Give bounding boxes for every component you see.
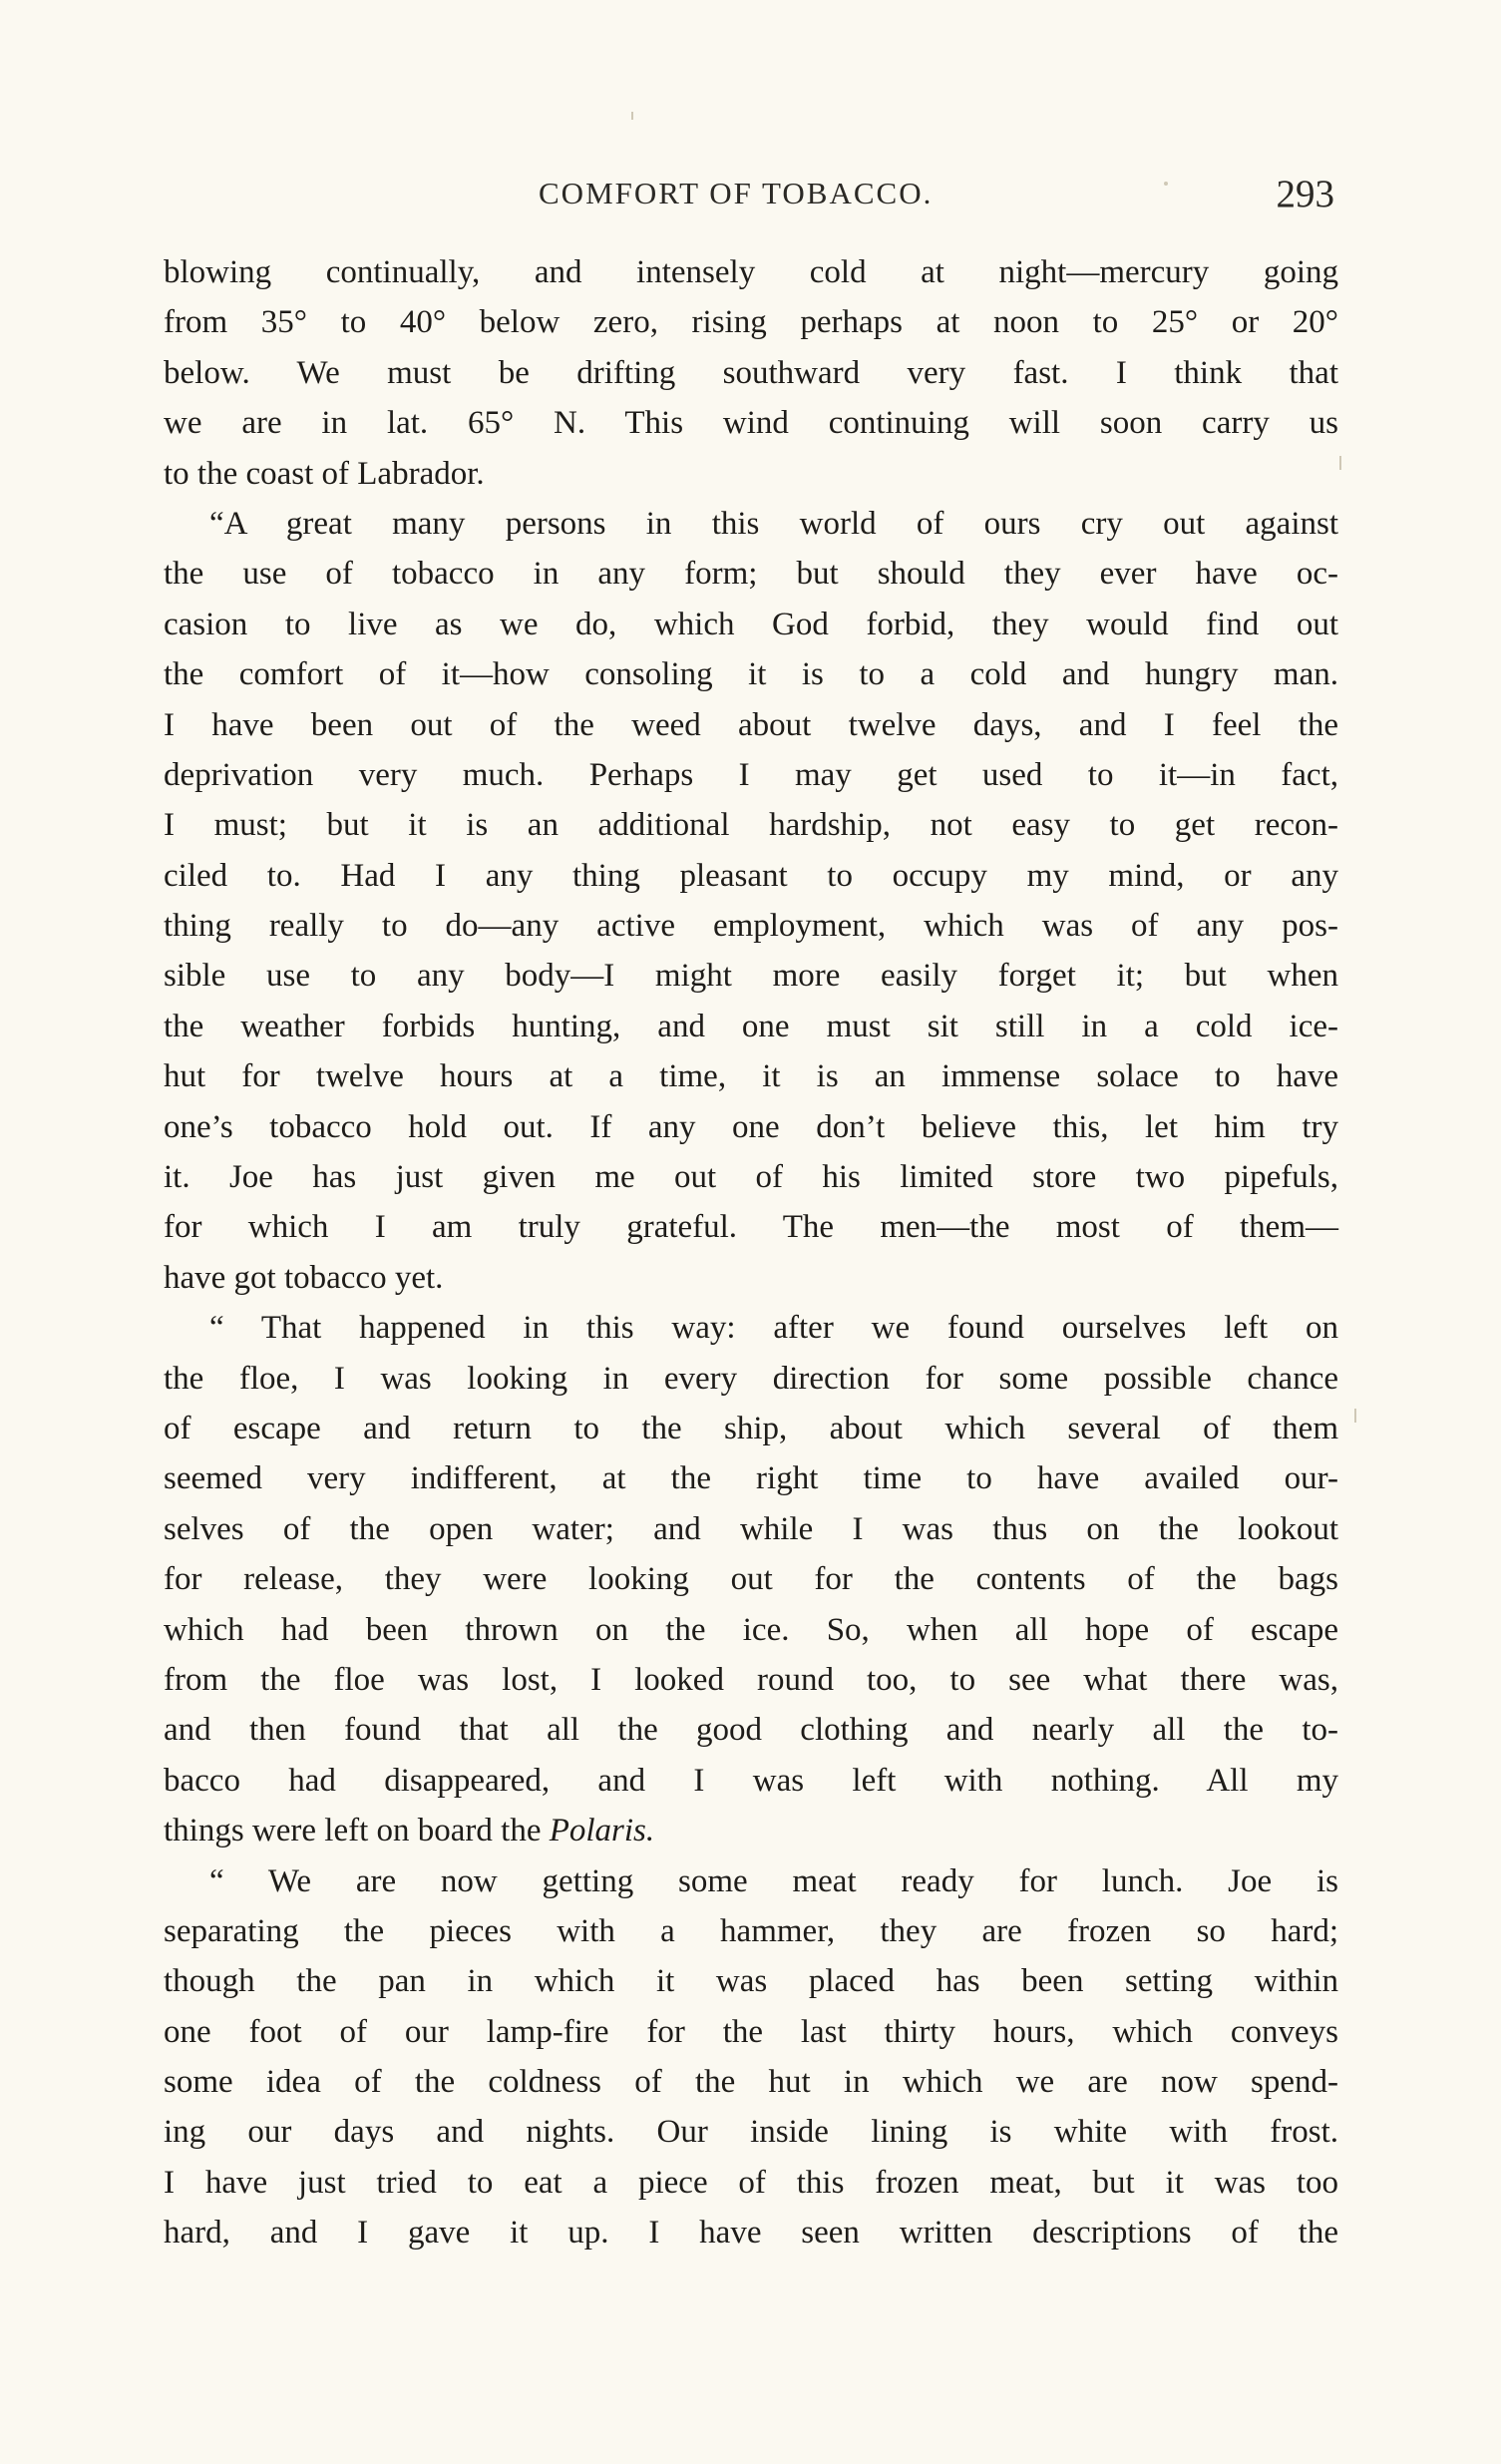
- text-line: for release, they were looking out for the contents of the bags: [164, 1561, 1338, 1598]
- text-line: blowing continually, and intensely cold at night—mercury going: [164, 254, 1338, 290]
- text-line: of escape and return to the ship, about which several of them: [164, 1410, 1338, 1446]
- text-line: the comfort of it—how consoling it is to a cold and hungry man.: [164, 656, 1338, 693]
- text-line: one foot of our lamp-fire for the last thirty hours, which conveys: [164, 2013, 1338, 2050]
- text-line: the weather forbids hunting, and one must sit still in a cold ice-: [164, 1008, 1338, 1044]
- page-header: [164, 168, 1338, 227]
- text-line: from 35° to 40° below zero, rising perhaps at noon to 25° or 20°: [164, 304, 1338, 341]
- text-line: “ That happened in this way: after we found ourselves left on: [209, 1310, 1338, 1347]
- text-line: the use of tobacco in any form; but should they ever have oc-: [164, 556, 1338, 593]
- text-line: separating the pieces with a hammer, they are frozen so hard;: [164, 1912, 1338, 1949]
- print-speck: [1354, 1409, 1356, 1423]
- text-line: sible use to any body—I might more easily forget it; but when: [164, 958, 1338, 995]
- text-line: I must; but it is an additional hardship, not easy to get recon-: [164, 807, 1338, 844]
- text-line: ciled to. Had I any thing pleasant to occupy my mind, or any: [164, 857, 1338, 894]
- page-number: 293: [1276, 173, 1334, 215]
- text-line: I have been out of the weed about twelve days, and I feel the: [164, 706, 1338, 743]
- text-line: “ We are now getting some meat ready for lunch. Joe is: [209, 1862, 1338, 1899]
- text-line: “A great many persons in this world of ours cry out against: [209, 505, 1338, 542]
- text-line: it. Joe has just given me out of his limited store two pipefuls,: [164, 1159, 1338, 1196]
- text-line: selves of the open water; and while I was thus on the lookout: [164, 1510, 1338, 1547]
- text-line: to the coast of Labrador.: [164, 455, 485, 492]
- text-line: casion to live as we do, which God forbid, they would find out: [164, 606, 1338, 642]
- text-line-segment: things were left on board the: [164, 1813, 550, 1849]
- text-line: we are in lat. 65° N. This wind continuing will soon carry us: [164, 405, 1338, 442]
- text-line: deprivation very much. Perhaps I may get used to it—in fact,: [164, 756, 1338, 793]
- text-line: and then found that all the good clothing and nearly all the to-: [164, 1712, 1338, 1749]
- text-line: bacco had disappeared, and I was left with nothing. All my: [164, 1762, 1338, 1799]
- text-line: below. We must be drifting southward very fast. I think that: [164, 354, 1338, 391]
- text-line: though the pan in which it was placed has been setting within: [164, 1963, 1338, 2000]
- print-speck: [1339, 456, 1341, 470]
- text-line: [164, 1806, 1338, 1855]
- body-text: [164, 247, 1338, 2259]
- text-line: one’s tobacco hold out. If any one don’t believe this, let him try: [164, 1108, 1338, 1145]
- text-line: for which I am truly grateful. The men—the most of them—: [164, 1209, 1338, 1246]
- text-line: some idea of the coldness of the hut in which we are now spend-: [164, 2064, 1338, 2101]
- text-line: I have just tried to eat a piece of this frozen meat, but it was too: [164, 2164, 1338, 2201]
- text-line: thing really to do—any active employment, which was of any pos-: [164, 908, 1338, 945]
- running-title: COMFORT OF TOBACCO.: [539, 176, 934, 210]
- print-speck: [631, 112, 633, 120]
- text-line: hard, and I gave it up. I have seen written descriptions of the: [164, 2215, 1338, 2252]
- text-line: hut for twelve hours at a time, it is an immense solace to have: [164, 1058, 1338, 1095]
- text-line: which had been thrown on the ice. So, when all hope of escape: [164, 1611, 1338, 1648]
- text-line: ing our days and nights. Our inside lining is white with frost.: [164, 2114, 1338, 2151]
- ship-name: Polaris.: [549, 1813, 655, 1849]
- text-line: seemed very indifferent, at the right time to have availed our-: [164, 1460, 1338, 1497]
- text-line: have got tobacco yet.: [164, 1259, 444, 1296]
- text-line: the floe, I was looking in every direction for some possible chance: [164, 1360, 1338, 1397]
- text-line: from the floe was lost, I looked round too, to see what there was,: [164, 1661, 1338, 1698]
